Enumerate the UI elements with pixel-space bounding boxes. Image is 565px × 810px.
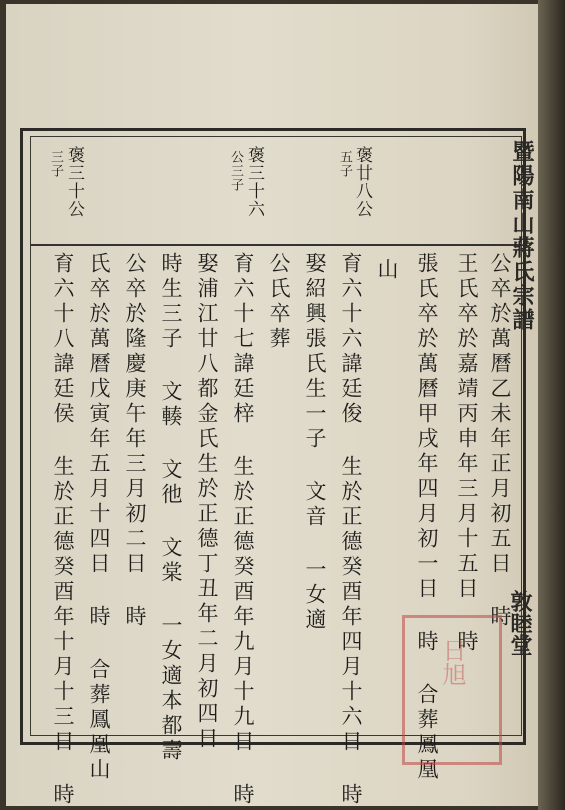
text-column: 娶浦江廿八都金氏生於正德丁丑年二月初四日 (195, 252, 219, 752)
text-column: 公卒於隆慶庚午年三月初二日 時 (123, 252, 147, 630)
text-column: 育六十八諱廷侯 生於正德癸酉年十月十三日 時 (51, 252, 75, 808)
generation-sub: 公三子 (228, 150, 243, 192)
book-spine (538, 0, 565, 810)
generation-sub: 三子 (48, 150, 63, 178)
text-column: 育六十六諱廷俊 生於正德癸酉年四月十六日 時 (339, 252, 363, 808)
header-divider (30, 244, 522, 246)
generation-head: 褒三十六 (244, 146, 264, 218)
text-column: 育六十七諱廷梓 生於正德癸酉年九月十九日 時 (231, 252, 255, 808)
hall-name: 敦睦堂 (507, 590, 533, 656)
seal-text: 日旭 (438, 638, 466, 686)
text-column: 張氏卒於萬曆甲戌年四月初一日 時 合葬鳳凰 (415, 252, 439, 783)
text-column: 公卒於萬曆乙未年正月初五日 時 (488, 252, 512, 630)
text-column: 王氏卒於嘉靖丙申年三月十五日 時 (455, 252, 479, 655)
generation-sub: 五子 (337, 150, 352, 178)
red-seal-stamp (402, 615, 502, 765)
text-column: 公氏卒葬 (267, 252, 291, 352)
text-column: 山 (375, 258, 399, 283)
text-column: 時生三子 文輳 文彵 文棠 一女適本都壽 (159, 252, 183, 764)
text-column: 娶紹興張氏生一子 文音 一女適 (303, 252, 327, 633)
genealogy-title: 暨陽南山蔣氏宗譜 (509, 140, 535, 332)
text-column: 氏卒於萬曆戊寅年五月十四日 時 合葬鳳凰山 (87, 252, 111, 783)
generation-head: 褒三十公 (64, 146, 84, 218)
generation-head: 褒廿八公 (352, 146, 372, 218)
